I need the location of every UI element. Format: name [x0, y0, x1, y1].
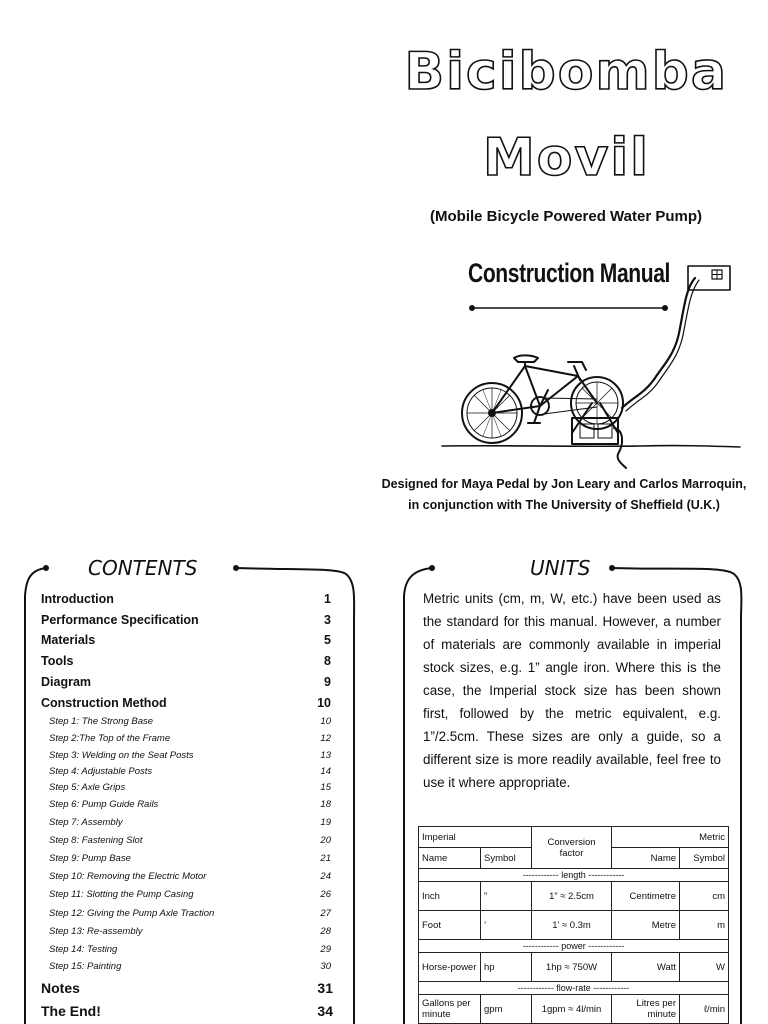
table-cell-met-sym: ℓ/min	[680, 995, 729, 1024]
toc-entry	[41, 675, 333, 689]
toc-entry-page: 1	[324, 592, 331, 606]
toc-entry-page: 31	[317, 980, 333, 996]
toc-entry-label: Step 4: Adjustable Posts	[49, 766, 153, 777]
table-row	[419, 911, 729, 940]
table-cell-imp-sym: ’	[481, 911, 532, 940]
header-metric: Metric	[612, 827, 729, 848]
toc-entry-label: Notes	[41, 980, 80, 996]
toc-entry	[41, 961, 333, 972]
toc-entry-label: The End!	[41, 1003, 101, 1019]
toc-entry-label: Step 11: Slotting the Pump Casing	[49, 889, 194, 900]
table-cell-imp-name: Horse-power	[419, 953, 481, 982]
toc-entry	[41, 782, 333, 793]
table-cell-met-name: Litres per minute	[612, 995, 680, 1024]
table-cell-imp-name: Inch	[419, 882, 481, 911]
toc-entry-label: Step 7: Assembly	[49, 817, 123, 828]
toc-entry-page: 19	[320, 817, 331, 828]
table-row	[419, 882, 729, 911]
table-cell-factor: 1’ ≈ 0.3m	[532, 911, 612, 940]
table-cell-imp-sym: gpm	[481, 995, 532, 1024]
toc-entry	[41, 633, 333, 647]
toc-entry	[41, 908, 333, 919]
table-cell-met-name: Watt	[612, 953, 680, 982]
units-heading: UNITS	[522, 556, 598, 580]
toc-entry-page: 10	[317, 696, 331, 710]
table-cell-met-sym: m	[680, 911, 729, 940]
toc-entry-label: Step 5: Axle Grips	[49, 782, 126, 793]
toc-entry-label: Diagram	[41, 675, 92, 689]
units-paragraph: Metric units (cm, m, W, etc.) have been used as the standard for this manual. However, a number of materials are commonly available in imperial stock sizes, e.g. 1” angle iron. Where this is the case, the Imperial stock size has been shown first, followed by the metric equivalent, e.g. 1”/2.5cm. These sizes are only a guide, so a different size is more readily available, feel free to use it where appropriate.	[423, 591, 721, 790]
toc-entry-label: Step 3: Welding on the Seat Posts	[49, 750, 194, 761]
toc-entry-label: Tools	[41, 654, 74, 668]
toc-entry-label: Step 2:The Top of the Frame	[49, 733, 171, 744]
toc-entry	[41, 853, 333, 864]
col-imperial-symbol: Symbol	[481, 848, 532, 869]
toc-entry	[41, 592, 333, 606]
table-cell-met-sym: W	[680, 953, 729, 982]
toc-entry-label: Performance Specification	[41, 613, 199, 627]
toc-entry-page: 24	[320, 871, 331, 882]
col-imperial-name: Name	[419, 848, 481, 869]
table-section-label: ------------ flow-rate ------------	[419, 982, 729, 995]
toc-entry-page: 20	[320, 835, 331, 846]
table-cell-met-name: Metre	[612, 911, 680, 940]
toc-entry	[41, 613, 333, 627]
toc-entry	[41, 871, 333, 882]
table-cell-factor: 1gpm ≈ 4l/min	[532, 995, 612, 1024]
units-table-body	[419, 869, 729, 1024]
table-cell-imp-sym: hp	[481, 953, 532, 982]
toc-entry-page: 30	[320, 961, 331, 972]
toc-entry	[41, 817, 333, 828]
toc-entry	[41, 766, 333, 777]
units-conversion-table	[418, 826, 729, 1024]
toc-entry	[41, 944, 333, 955]
toc-entry-label: Step 9: Pump Base	[49, 853, 131, 864]
table-section-label: ------------ length ------------	[419, 869, 729, 882]
toc-entry	[41, 654, 333, 668]
col-metric-name: Name	[612, 848, 680, 869]
table-cell-factor: 1hp ≈ 750W	[532, 953, 612, 982]
toc-entry-page: 26	[320, 889, 331, 900]
table-cell-imp-sym: ”	[481, 882, 532, 911]
toc-entry-page: 28	[320, 926, 331, 937]
toc-entry-label: Introduction	[41, 592, 114, 606]
toc-entry-page: 5	[324, 633, 331, 647]
col-metric-symbol: Symbol	[680, 848, 729, 869]
credits-line-1: Designed for Maya Pedal by Jon Leary and Carlos Marroquin,	[381, 477, 747, 491]
toc-entry-page: 18	[320, 799, 331, 810]
table-row	[419, 995, 729, 1024]
table-section-label-row	[419, 982, 729, 995]
table-row	[419, 953, 729, 982]
toc-entry-label: Step 14: Testing	[49, 944, 118, 955]
toc-entry	[41, 733, 333, 744]
subtitle: (Mobile Bicycle Powered Water Pump)	[430, 208, 702, 225]
toc-entry-page: 12	[320, 733, 331, 744]
toc-entry	[41, 980, 333, 996]
toc-entry-page: 3	[324, 613, 331, 627]
toc-entry-label: Step 1: The Strong Base	[49, 716, 154, 727]
toc-entry-page: 29	[320, 944, 331, 955]
toc-entry	[41, 889, 333, 900]
table-cell-imp-name: Gallons per minute	[419, 995, 481, 1024]
toc-entry	[41, 716, 333, 727]
toc-entry-page: 21	[320, 853, 331, 864]
table-section-label: ------------ power ------------	[419, 940, 729, 953]
toc-entry-page: 15	[320, 782, 331, 793]
title-line-1: Bicibomba	[404, 42, 728, 102]
toc-entry-page: 13	[320, 750, 331, 761]
toc-entry-label: Step 10: Removing the Electric Motor	[49, 871, 207, 882]
toc-entry	[41, 750, 333, 761]
toc-entry	[41, 799, 333, 810]
toc-entry-page: 14	[320, 766, 331, 777]
toc-entry-label: Materials	[41, 633, 96, 647]
table-cell-met-sym: cm	[680, 882, 729, 911]
toc-entry-label: Step 12: Giving the Pump Axle Traction	[49, 908, 215, 919]
table-section-label-row	[419, 869, 729, 882]
toc-entry	[41, 926, 333, 937]
credits-line-2: in conjunction with The University of Sheffield (U.K.)	[408, 498, 720, 512]
toc-entry-page: 8	[324, 654, 331, 668]
title-line-2: Movil	[482, 128, 650, 188]
toc-entry-label: Step 8: Fastening Slot	[49, 835, 143, 846]
toc-entry-page: 9	[324, 675, 331, 689]
manual-heading: Construction Manual	[468, 258, 671, 288]
table-cell-imp-name: Foot	[419, 911, 481, 940]
toc-entry-page: 10	[320, 716, 331, 727]
toc-entry-page: 34	[317, 1003, 333, 1019]
toc-entry	[41, 1003, 333, 1019]
header-imperial: Imperial	[419, 827, 532, 848]
toc-entry-page: 27	[320, 908, 331, 919]
toc-entry-label: Step 6: Pump Guide Rails	[49, 799, 159, 810]
toc-entry-label: Step 15: Painting	[49, 961, 122, 972]
table-cell-factor: 1” ≈ 2.5cm	[532, 882, 612, 911]
table-section-label-row	[419, 940, 729, 953]
toc-entry-label: Step 13: Re-assembly	[49, 926, 143, 937]
toc-entry-label: Construction Method	[41, 696, 167, 710]
contents-heading: CONTENTS	[80, 556, 205, 580]
table-cell-met-name: Centimetre	[612, 882, 680, 911]
toc-entry	[41, 835, 333, 846]
header-conversion-factor: Conversion factor	[532, 827, 612, 869]
toc-entry	[41, 696, 333, 710]
